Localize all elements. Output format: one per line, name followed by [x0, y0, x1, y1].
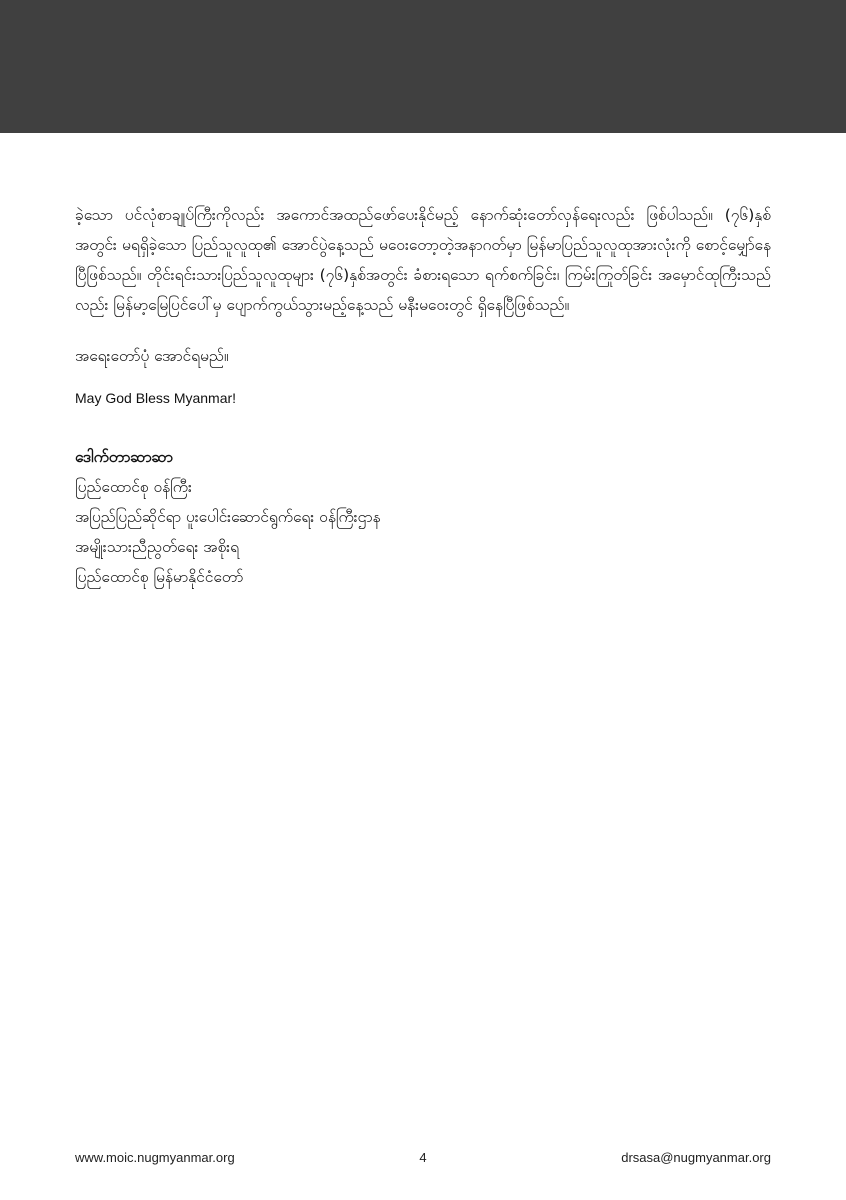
footer-email-link[interactable]: drsasa@nugmyanmar.org [621, 1150, 771, 1165]
header-band [0, 0, 846, 133]
signatory-name: ဒေါက်တာဆာဆာ [75, 448, 173, 466]
signatory-title: ပြည်ထောင်စု ဝန်ကြီး [75, 478, 192, 496]
body-paragraph: ခဲ့သော ပင်လုံစာချုပ်ကြီးကိုလည်း အကောင်အထည်ဖော်ပေးနိုင်မည့် နောက်ဆုံးတော်လှန်ရေးလည်း ဖြစ်ပါသည်။ (၇၆)နှစ်အတွင်း မရရှိခဲ့သော ပြည်သူလူထု၏ အောင်ပွဲနေ့သည် မဝေးတော့တဲ့အနာဂတ်မှာ မြန်မာပြည်သူလူထုအားလုံးကို စောင့်မျှော်နေပြီဖြစ်သည်။ တိုင်းရင်းသားပြည်သူလူထုများ (၇၆)နှစ်အတွင်း ခံစားရသော ရက်စက်ခြင်း၊ ကြမ်းကြုတ်ခြင်း အမှောင်ထုကြီးသည်လည်း မြန်မာ့မြေပြင်ပေါ်မှ ပျောက်ကွယ်သွားမည့်နေ့သည် မနီးမဝေးတွင် ရှိနေပြီဖြစ်သည်။ [75, 206, 771, 314]
signature-block [75, 442, 771, 592]
closing-slogan: အရေးတော်ပုံ အောင်ရမည်။ [75, 347, 229, 365]
signatory-ministry: အပြည်ပြည်ဆိုင်ရာ ပူးပေါင်းဆောင်ရွက်ရေး ဝန်ကြီးဌာန [75, 508, 381, 526]
footer-website-link[interactable]: www.moic.nugmyanmar.org [75, 1150, 235, 1165]
page-footer [75, 1150, 771, 1170]
signatory-government: အမျိုးသားညီညွတ်ရေး အစိုးရ [75, 538, 240, 556]
page-number: 4 [419, 1150, 427, 1165]
signatory-country: ပြည်ထောင်စု မြန်မာနိုင်ငံတော် [75, 568, 244, 586]
letter-content [75, 200, 771, 592]
english-closing: May God Bless Myanmar! [75, 390, 237, 406]
